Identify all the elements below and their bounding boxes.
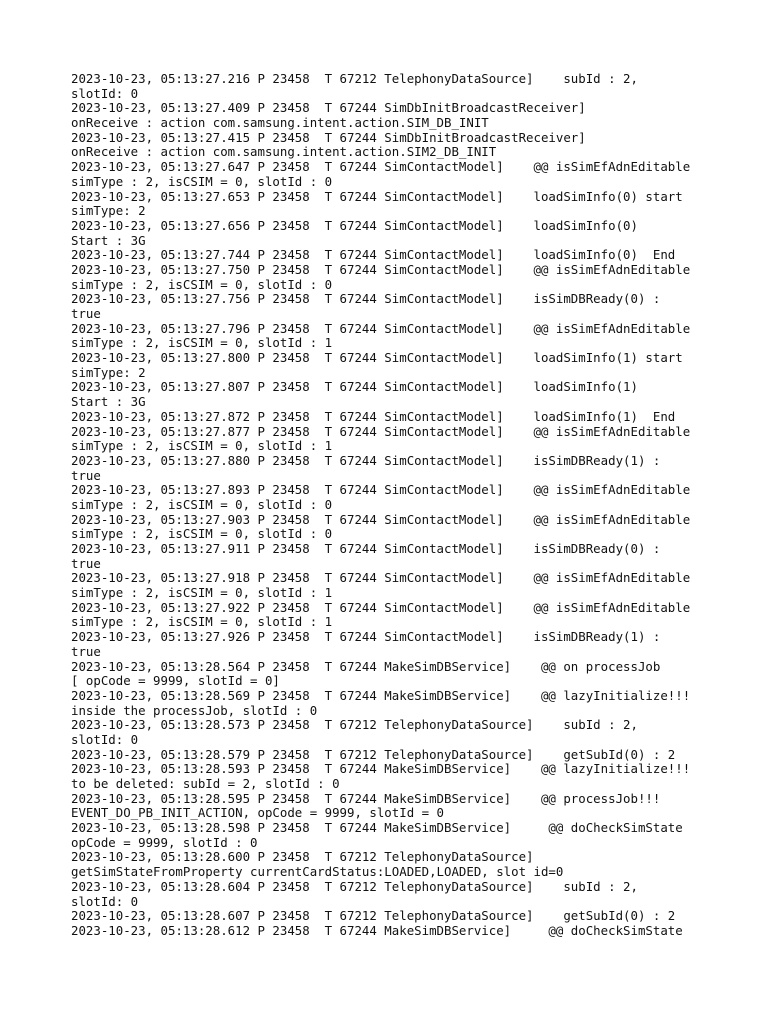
log-line: [ opCode = 9999, slotId = 0] (71, 673, 280, 689)
log-line: 2023-10-23, 05:13:27.922 P 23458 T 67244 SimContactModel] @@ isSimEfAdnEditable (71, 599, 691, 615)
log-line: 2023-10-23, 05:13:27.415 P 23458 T 67244 SimDbInitBroadcastReceiver] (71, 129, 586, 145)
log-line: Start : 3G (71, 232, 146, 248)
log-line: 2023-10-23, 05:13:27.756 P 23458 T 67244 SimContactModel] isSimDBReady(0) : (71, 291, 661, 307)
log-line: 2023-10-23, 05:13:27.911 P 23458 T 67244 SimContactModel] isSimDBReady(0) : (71, 541, 661, 556)
log-line: simType: 2 (71, 364, 146, 380)
log-line: opCode = 9999, slotId : 0 (71, 834, 258, 850)
log-line: 2023-10-23, 05:13:27.796 P 23458 T 67244 SimContactModel] @@ isSimEfAdnEditable (71, 320, 691, 336)
log-line: 2023-10-23, 05:13:27.918 P 23458 T 67244 SimContactModel] @@ isSimEfAdnEditable (71, 570, 691, 586)
log-line: 2023-10-23, 05:13:28.593 P 23458 T 67244 MakeSimDBService] @@ lazyInitialize!!! (71, 761, 691, 777)
log-line: simType : 2, isCSIM = 0, slotId : 0 (71, 526, 333, 542)
log-document (71, 72, 711, 939)
log-line: 2023-10-23, 05:13:28.600 P 23458 T 67212 TelephonyDataSource] (71, 849, 534, 865)
log-line: 2023-10-23, 05:13:27.872 P 23458 T 67244 SimContactModel] loadSimInfo(1) End (71, 408, 676, 424)
log-line: simType : 2, isCSIM = 0, slotId : 0 (71, 173, 333, 189)
log-line: 2023-10-23, 05:13:28.604 P 23458 T 67212 TelephonyDataSource] subId : 2, (71, 878, 638, 894)
log-line: 2023-10-23, 05:13:28.569 P 23458 T 67244 MakeSimDBService] @@ lazyInitialize!!! (71, 687, 691, 703)
log-line: slotId: 0 (71, 731, 139, 747)
log-line: simType : 2, isCSIM = 0, slotId : 1 (71, 335, 333, 351)
log-line: simType : 2, isCSIM = 0, slotId : 1 (71, 614, 333, 630)
log-line: 2023-10-23, 05:13:28.612 P 23458 T 67244 MakeSimDBService] @@ doCheckSimState (71, 922, 683, 938)
log-line: true (71, 306, 101, 321)
log-line: Start : 3G (71, 394, 146, 410)
log-line: 2023-10-23, 05:13:27.409 P 23458 T 67244 SimDbInitBroadcastReceiver] (71, 100, 586, 116)
log-line: slotId: 0 (71, 893, 139, 909)
log-line: 2023-10-23, 05:13:28.607 P 23458 T 67212 TelephonyDataSource] getSubId(0) : 2 (71, 908, 676, 924)
log-line: 2023-10-23, 05:13:27.807 P 23458 T 67244 SimContactModel] loadSimInfo(1) (71, 379, 638, 395)
log-line: simType: 2 (71, 203, 146, 219)
log-line: 2023-10-23, 05:13:27.216 P 23458 T 67212 TelephonyDataSource] subId : 2, (71, 71, 638, 86)
log-line: simType : 2, isCSIM = 0, slotId : 1 (71, 585, 333, 601)
log-line: simType : 2, isCSIM = 0, slotId : 0 (71, 496, 333, 512)
log-line: onReceive : action com.samsung.intent.action.SIM_DB_INIT (71, 115, 489, 131)
log-line: 2023-10-23, 05:13:28.564 P 23458 T 67244 MakeSimDBService] @@ on processJob (71, 658, 661, 674)
log-line: 2023-10-23, 05:13:27.653 P 23458 T 67244 SimContactModel] loadSimInfo(0) start (71, 188, 683, 204)
log-line: inside the processJob, slotId : 0 (71, 702, 318, 718)
log-line: 2023-10-23, 05:13:27.744 P 23458 T 67244 SimContactModel] loadSimInfo(0) End (71, 247, 676, 263)
log-line: 2023-10-23, 05:13:27.877 P 23458 T 67244 SimContactModel] @@ isSimEfAdnEditable (71, 423, 691, 439)
log-line: 2023-10-23, 05:13:27.893 P 23458 T 67244 SimContactModel] @@ isSimEfAdnEditable (71, 482, 691, 498)
log-line: 2023-10-23, 05:13:27.750 P 23458 T 67244 SimContactModel] @@ isSimEfAdnEditable (71, 261, 691, 277)
log-line: 2023-10-23, 05:13:27.880 P 23458 T 67244 SimContactModel] isSimDBReady(1) : (71, 452, 661, 468)
log-line: slotId: 0 (71, 85, 139, 101)
log-line: 2023-10-23, 05:13:28.595 P 23458 T 67244 MakeSimDBService] @@ processJob!!! (71, 790, 661, 806)
log-line: 2023-10-23, 05:13:28.598 P 23458 T 67244 MakeSimDBService] @@ doCheckSimState (71, 820, 683, 836)
log-line: 2023-10-23, 05:13:28.573 P 23458 T 67212 TelephonyDataSource] subId : 2, (71, 717, 638, 733)
log-line: 2023-10-23, 05:13:27.647 P 23458 T 67244 SimContactModel] @@ isSimEfAdnEditable (71, 159, 691, 175)
log-line: 2023-10-23, 05:13:28.579 P 23458 T 67212 TelephonyDataSource] getSubId(0) : 2 (71, 746, 676, 762)
log-line: true (71, 555, 101, 571)
log-line: onReceive : action com.samsung.intent.action.SIM2_DB_INIT (71, 144, 497, 160)
log-line: simType : 2, isCSIM = 0, slotId : 1 (71, 438, 333, 454)
log-line: 2023-10-23, 05:13:27.800 P 23458 T 67244 SimContactModel] loadSimInfo(1) start (71, 350, 683, 366)
log-line: true (71, 643, 101, 659)
log-line: 2023-10-23, 05:13:27.926 P 23458 T 67244 SimContactModel] isSimDBReady(1) : (71, 629, 661, 645)
log-line: 2023-10-23, 05:13:27.656 P 23458 T 67244 SimContactModel] loadSimInfo(0) (71, 217, 638, 233)
log-line: 2023-10-23, 05:13:27.903 P 23458 T 67244 SimContactModel] @@ isSimEfAdnEditable (71, 511, 691, 527)
log-line: getSimStateFromProperty currentCardStatus:LOADED,LOADED, slot id=0 (71, 864, 564, 880)
log-line: true (71, 467, 101, 483)
log-line: to be deleted: subId = 2, slotId : 0 (71, 776, 340, 791)
log-line: simType : 2, isCSIM = 0, slotId : 0 (71, 276, 333, 292)
log-line: EVENT_DO_PB_INIT_ACTION, opCode = 9999, slotId = 0 (71, 805, 444, 821)
